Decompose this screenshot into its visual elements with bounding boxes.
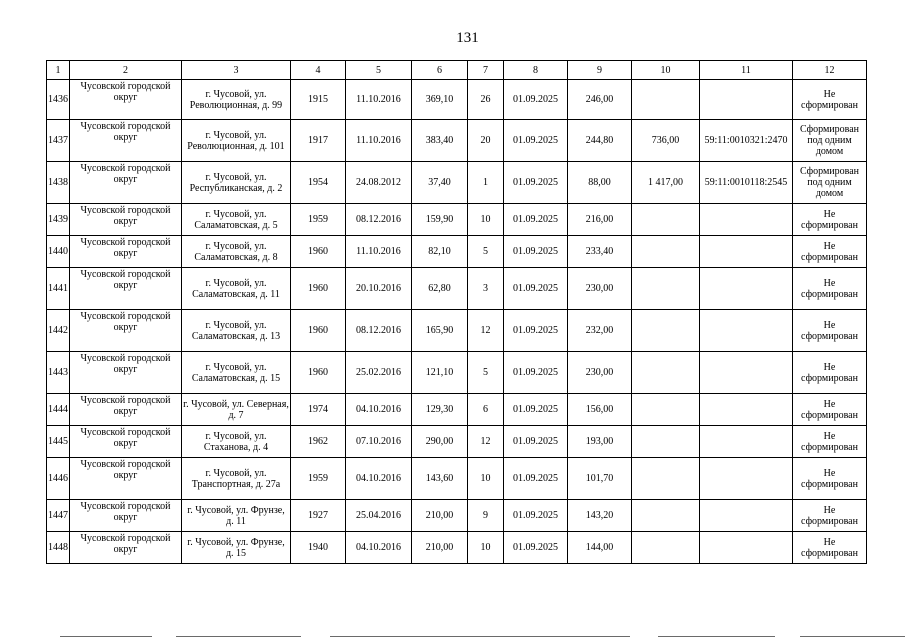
numeric-value-cell: 88,00 bbox=[568, 162, 632, 204]
land-status-cell: Не сформирован bbox=[793, 236, 867, 268]
cadastral-number-cell bbox=[700, 352, 793, 394]
count-value-cell: 12 bbox=[468, 426, 504, 458]
address-cell: г. Чусовой, ул. Республиканская, д. 2 bbox=[182, 162, 291, 204]
municipal-district-cell: Чусовской городской округ bbox=[70, 80, 182, 120]
area-value-cell: 121,10 bbox=[412, 352, 468, 394]
land-status-cell: Не сформирован bbox=[793, 352, 867, 394]
address-cell: г. Чусовой, ул. Саламатовская, д. 11 bbox=[182, 268, 291, 310]
register-table bbox=[46, 60, 867, 564]
survey-date-cell: 08.12.2016 bbox=[346, 204, 412, 236]
numeric-value-cell: 193,00 bbox=[568, 426, 632, 458]
planned-date-cell: 01.09.2025 bbox=[504, 162, 568, 204]
column-number: 1 bbox=[47, 61, 70, 80]
land-area-cell bbox=[632, 532, 700, 564]
count-value-cell: 10 bbox=[468, 458, 504, 500]
row-number-cell: 1437 bbox=[47, 120, 70, 162]
numeric-value-cell: 233,40 bbox=[568, 236, 632, 268]
row-number-cell: 1447 bbox=[47, 500, 70, 532]
column-number-row bbox=[47, 61, 867, 80]
address-cell: г. Чусовой, ул. Фрунзе, д. 11 bbox=[182, 500, 291, 532]
numeric-value-cell: 232,00 bbox=[568, 310, 632, 352]
planned-date-cell: 01.09.2025 bbox=[504, 236, 568, 268]
column-number: 11 bbox=[700, 61, 793, 80]
build-year-cell: 1959 bbox=[291, 458, 346, 500]
count-value-cell: 3 bbox=[468, 268, 504, 310]
area-value-cell: 369,10 bbox=[412, 80, 468, 120]
row-number-cell: 1438 bbox=[47, 162, 70, 204]
land-status-cell: Сформирован под одним домом bbox=[793, 162, 867, 204]
table-row bbox=[47, 204, 867, 236]
table-row bbox=[47, 426, 867, 458]
row-number-cell: 1443 bbox=[47, 352, 70, 394]
row-number-cell: 1448 bbox=[47, 532, 70, 564]
table-row bbox=[47, 236, 867, 268]
area-value-cell: 210,00 bbox=[412, 500, 468, 532]
count-value-cell: 26 bbox=[468, 80, 504, 120]
scan-edge-line bbox=[330, 636, 630, 637]
build-year-cell: 1954 bbox=[291, 162, 346, 204]
table-row bbox=[47, 458, 867, 500]
cadastral-number-cell: 59:11:0010321:2470 bbox=[700, 120, 793, 162]
page-number: 131 bbox=[456, 30, 479, 46]
build-year-cell: 1959 bbox=[291, 204, 346, 236]
survey-date-cell: 25.04.2016 bbox=[346, 500, 412, 532]
row-number-cell: 1436 bbox=[47, 80, 70, 120]
survey-date-cell: 24.08.2012 bbox=[346, 162, 412, 204]
scan-edge-line bbox=[800, 636, 905, 637]
survey-date-cell: 04.10.2016 bbox=[346, 458, 412, 500]
cadastral-number-cell bbox=[700, 204, 793, 236]
column-number: 4 bbox=[291, 61, 346, 80]
land-status-cell: Не сформирован bbox=[793, 500, 867, 532]
land-status-cell: Не сформирован bbox=[793, 310, 867, 352]
address-cell: г. Чусовой, ул. Саламатовская, д. 13 bbox=[182, 310, 291, 352]
area-value-cell: 159,90 bbox=[412, 204, 468, 236]
municipal-district-cell: Чусовской городской округ bbox=[70, 268, 182, 310]
row-number-cell: 1441 bbox=[47, 268, 70, 310]
planned-date-cell: 01.09.2025 bbox=[504, 532, 568, 564]
column-number: 5 bbox=[346, 61, 412, 80]
table-row bbox=[47, 80, 867, 120]
row-number-cell: 1440 bbox=[47, 236, 70, 268]
column-number: 9 bbox=[568, 61, 632, 80]
scan-edge-line bbox=[658, 636, 775, 637]
land-area-cell bbox=[632, 204, 700, 236]
cadastral-number-cell bbox=[700, 532, 793, 564]
address-cell: г. Чусовой, ул. Северная, д. 7 bbox=[182, 394, 291, 426]
municipal-district-cell: Чусовской городской округ bbox=[70, 532, 182, 564]
cadastral-number-cell bbox=[700, 80, 793, 120]
address-cell: г. Чусовой, ул. Революционная, д. 99 bbox=[182, 80, 291, 120]
planned-date-cell: 01.09.2025 bbox=[504, 458, 568, 500]
address-cell: г. Чусовой, ул. Саламатовская, д. 5 bbox=[182, 204, 291, 236]
cadastral-number-cell bbox=[700, 500, 793, 532]
row-number-cell: 1446 bbox=[47, 458, 70, 500]
land-area-cell bbox=[632, 310, 700, 352]
land-area-cell bbox=[632, 426, 700, 458]
survey-date-cell: 08.12.2016 bbox=[346, 310, 412, 352]
table-row bbox=[47, 532, 867, 564]
municipal-district-cell: Чусовской городской округ bbox=[70, 236, 182, 268]
build-year-cell: 1960 bbox=[291, 352, 346, 394]
land-status-cell: Сформирован под одним домом bbox=[793, 120, 867, 162]
numeric-value-cell: 156,00 bbox=[568, 394, 632, 426]
count-value-cell: 6 bbox=[468, 394, 504, 426]
column-number: 3 bbox=[182, 61, 291, 80]
build-year-cell: 1962 bbox=[291, 426, 346, 458]
land-area-cell bbox=[632, 500, 700, 532]
address-cell: г. Чусовой, ул. Транспортная, д. 27а bbox=[182, 458, 291, 500]
count-value-cell: 10 bbox=[468, 532, 504, 564]
build-year-cell: 1974 bbox=[291, 394, 346, 426]
planned-date-cell: 01.09.2025 bbox=[504, 310, 568, 352]
table-row bbox=[47, 310, 867, 352]
municipal-district-cell: Чусовской городской округ bbox=[70, 162, 182, 204]
numeric-value-cell: 144,00 bbox=[568, 532, 632, 564]
build-year-cell: 1960 bbox=[291, 268, 346, 310]
cadastral-number-cell bbox=[700, 394, 793, 426]
scan-edge-line bbox=[176, 636, 301, 637]
numeric-value-cell: 230,00 bbox=[568, 268, 632, 310]
land-status-cell: Не сформирован bbox=[793, 458, 867, 500]
table-row bbox=[47, 120, 867, 162]
planned-date-cell: 01.09.2025 bbox=[504, 204, 568, 236]
municipal-district-cell: Чусовской городской округ bbox=[70, 394, 182, 426]
build-year-cell: 1917 bbox=[291, 120, 346, 162]
land-status-cell: Не сформирован bbox=[793, 394, 867, 426]
area-value-cell: 129,30 bbox=[412, 394, 468, 426]
area-value-cell: 62,80 bbox=[412, 268, 468, 310]
municipal-district-cell: Чусовской городской округ bbox=[70, 352, 182, 394]
planned-date-cell: 01.09.2025 bbox=[504, 352, 568, 394]
land-status-cell: Не сформирован bbox=[793, 80, 867, 120]
build-year-cell: 1960 bbox=[291, 310, 346, 352]
count-value-cell: 5 bbox=[468, 352, 504, 394]
column-number: 6 bbox=[412, 61, 468, 80]
address-cell: г. Чусовой, ул. Стаханова, д. 4 bbox=[182, 426, 291, 458]
survey-date-cell: 11.10.2016 bbox=[346, 120, 412, 162]
table-row bbox=[47, 162, 867, 204]
count-value-cell: 1 bbox=[468, 162, 504, 204]
column-number: 12 bbox=[793, 61, 867, 80]
land-area-cell bbox=[632, 458, 700, 500]
column-number: 10 bbox=[632, 61, 700, 80]
municipal-district-cell: Чусовской городской округ bbox=[70, 458, 182, 500]
cadastral-number-cell bbox=[700, 458, 793, 500]
survey-date-cell: 04.10.2016 bbox=[346, 394, 412, 426]
numeric-value-cell: 216,00 bbox=[568, 204, 632, 236]
area-value-cell: 210,00 bbox=[412, 532, 468, 564]
address-cell: г. Чусовой, ул. Саламатовская, д. 15 bbox=[182, 352, 291, 394]
land-area-cell: 736,00 bbox=[632, 120, 700, 162]
survey-date-cell: 25.02.2016 bbox=[346, 352, 412, 394]
planned-date-cell: 01.09.2025 bbox=[504, 394, 568, 426]
area-value-cell: 165,90 bbox=[412, 310, 468, 352]
count-value-cell: 9 bbox=[468, 500, 504, 532]
cadastral-number-cell bbox=[700, 236, 793, 268]
planned-date-cell: 01.09.2025 bbox=[504, 268, 568, 310]
count-value-cell: 20 bbox=[468, 120, 504, 162]
planned-date-cell: 01.09.2025 bbox=[504, 120, 568, 162]
land-area-cell: 1 417,00 bbox=[632, 162, 700, 204]
count-value-cell: 5 bbox=[468, 236, 504, 268]
municipal-district-cell: Чусовской городской округ bbox=[70, 426, 182, 458]
cadastral-number-cell bbox=[700, 268, 793, 310]
municipal-district-cell: Чусовской городской округ bbox=[70, 204, 182, 236]
area-value-cell: 143,60 bbox=[412, 458, 468, 500]
column-number: 2 bbox=[70, 61, 182, 80]
column-number: 7 bbox=[468, 61, 504, 80]
land-area-cell bbox=[632, 268, 700, 310]
build-year-cell: 1940 bbox=[291, 532, 346, 564]
row-number-cell: 1445 bbox=[47, 426, 70, 458]
count-value-cell: 12 bbox=[468, 310, 504, 352]
survey-date-cell: 07.10.2016 bbox=[346, 426, 412, 458]
land-area-cell bbox=[632, 394, 700, 426]
numeric-value-cell: 230,00 bbox=[568, 352, 632, 394]
municipal-district-cell: Чусовской городской округ bbox=[70, 310, 182, 352]
build-year-cell: 1927 bbox=[291, 500, 346, 532]
land-status-cell: Не сформирован bbox=[793, 268, 867, 310]
table-row bbox=[47, 268, 867, 310]
survey-date-cell: 04.10.2016 bbox=[346, 532, 412, 564]
address-cell: г. Чусовой, ул. Фрунзе, д. 15 bbox=[182, 532, 291, 564]
table-row bbox=[47, 394, 867, 426]
planned-date-cell: 01.09.2025 bbox=[504, 426, 568, 458]
numeric-value-cell: 246,00 bbox=[568, 80, 632, 120]
numeric-value-cell: 244,80 bbox=[568, 120, 632, 162]
area-value-cell: 37,40 bbox=[412, 162, 468, 204]
land-status-cell: Не сформирован bbox=[793, 426, 867, 458]
build-year-cell: 1960 bbox=[291, 236, 346, 268]
survey-date-cell: 11.10.2016 bbox=[346, 80, 412, 120]
land-area-cell bbox=[632, 236, 700, 268]
row-number-cell: 1444 bbox=[47, 394, 70, 426]
cadastral-number-cell: 59:11:0010118:2545 bbox=[700, 162, 793, 204]
table-row bbox=[47, 352, 867, 394]
address-cell: г. Чусовой, ул. Саламатовская, д. 8 bbox=[182, 236, 291, 268]
planned-date-cell: 01.09.2025 bbox=[504, 80, 568, 120]
address-cell: г. Чусовой, ул. Революционная, д. 101 bbox=[182, 120, 291, 162]
area-value-cell: 82,10 bbox=[412, 236, 468, 268]
row-number-cell: 1442 bbox=[47, 310, 70, 352]
column-number: 8 bbox=[504, 61, 568, 80]
build-year-cell: 1915 bbox=[291, 80, 346, 120]
survey-date-cell: 20.10.2016 bbox=[346, 268, 412, 310]
table-row bbox=[47, 500, 867, 532]
numeric-value-cell: 101,70 bbox=[568, 458, 632, 500]
land-area-cell bbox=[632, 80, 700, 120]
cadastral-number-cell bbox=[700, 426, 793, 458]
land-status-cell: Не сформирован bbox=[793, 204, 867, 236]
area-value-cell: 383,40 bbox=[412, 120, 468, 162]
survey-date-cell: 11.10.2016 bbox=[346, 236, 412, 268]
count-value-cell: 10 bbox=[468, 204, 504, 236]
scan-edge-line bbox=[60, 636, 152, 637]
land-status-cell: Не сформирован bbox=[793, 532, 867, 564]
municipal-district-cell: Чусовской городской округ bbox=[70, 500, 182, 532]
planned-date-cell: 01.09.2025 bbox=[504, 500, 568, 532]
area-value-cell: 290,00 bbox=[412, 426, 468, 458]
numeric-value-cell: 143,20 bbox=[568, 500, 632, 532]
municipal-district-cell: Чусовской городской округ bbox=[70, 120, 182, 162]
cadastral-number-cell bbox=[700, 310, 793, 352]
row-number-cell: 1439 bbox=[47, 204, 70, 236]
land-area-cell bbox=[632, 352, 700, 394]
